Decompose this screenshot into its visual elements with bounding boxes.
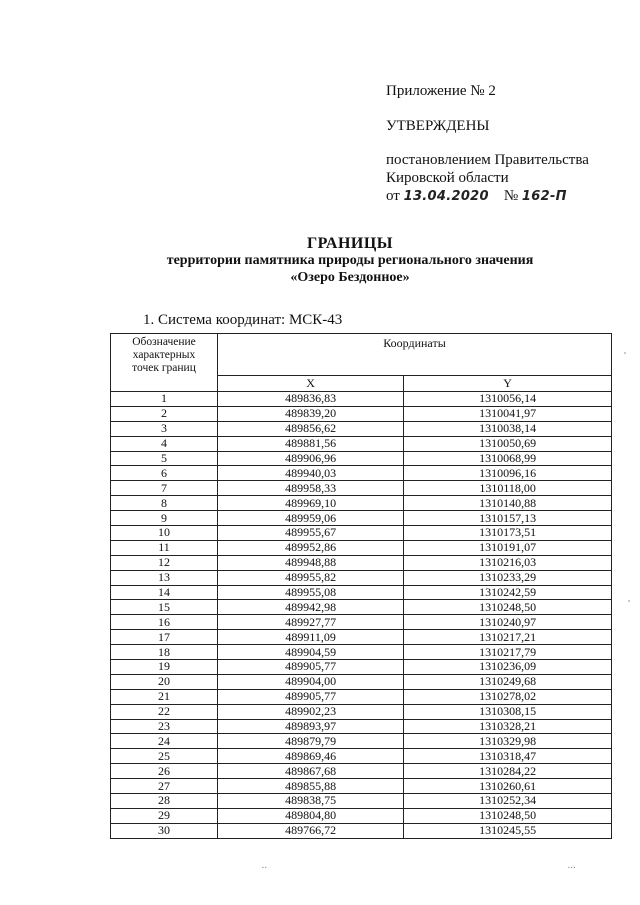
y-coordinate-cell: 1310191,07: [404, 540, 612, 555]
table-row: [111, 615, 612, 630]
point-number-cell: 29: [111, 808, 218, 823]
x-coordinate-cell: 489952,86: [218, 540, 404, 555]
decree-date-line: [386, 187, 567, 206]
point-number-cell: 6: [111, 466, 218, 481]
point-number-cell: 23: [111, 719, 218, 734]
point-number-cell: 26: [111, 764, 218, 779]
header-designation-line-1: Обозначение: [132, 336, 196, 348]
table-row: [111, 764, 612, 779]
document-subtitle-2: «Озеро Бездонное»: [290, 270, 410, 285]
document-subtitle-1: территории памятника природы регионального значения: [166, 253, 534, 268]
table-row: [111, 481, 612, 496]
y-coordinate-cell: 1310233,29: [404, 570, 612, 585]
scan-speck: [628, 600, 630, 602]
decree-text: [386, 151, 589, 187]
y-coordinate-cell: 1310068,99: [404, 451, 612, 466]
table-row: [111, 734, 612, 749]
scan-mark: ▪▪: [262, 866, 268, 871]
table-row: [111, 823, 612, 838]
document-title: ГРАНИЦЫ: [306, 235, 393, 252]
table-row: [111, 526, 612, 541]
appendix-label: Приложение № 2: [386, 83, 496, 99]
y-coordinate-cell: 1310245,55: [404, 823, 612, 838]
date-prefix: от: [386, 188, 400, 204]
x-coordinate-cell: 489856,62: [218, 421, 404, 436]
point-number-cell: 27: [111, 779, 218, 794]
table-row: [111, 451, 612, 466]
y-coordinate-cell: 1310096,16: [404, 466, 612, 481]
decree-line-2: Кировской области: [386, 170, 509, 186]
header-x: X: [218, 375, 404, 391]
point-number-cell: 17: [111, 630, 218, 645]
x-coordinate-cell: 489904,00: [218, 674, 404, 689]
x-coordinate-cell: 489958,33: [218, 481, 404, 496]
table-row: [111, 406, 612, 421]
point-number-cell: 9: [111, 511, 218, 526]
x-coordinate-cell: 489948,88: [218, 555, 404, 570]
point-number-cell: 10: [111, 526, 218, 541]
point-number-cell: 8: [111, 496, 218, 511]
point-number-cell: 15: [111, 600, 218, 615]
table-row: [111, 392, 612, 407]
point-number-cell: 19: [111, 660, 218, 675]
table-row: [111, 600, 612, 615]
x-coordinate-cell: 489955,08: [218, 585, 404, 600]
approved-label: УТВЕРЖДЕНЫ: [386, 118, 490, 134]
x-coordinate-cell: 489955,82: [218, 570, 404, 585]
handwritten-number: 162-П: [521, 189, 567, 204]
table-row: [111, 674, 612, 689]
y-coordinate-cell: 1310217,79: [404, 645, 612, 660]
x-coordinate-cell: 489893,97: [218, 719, 404, 734]
y-coordinate-cell: 1310328,21: [404, 719, 612, 734]
y-coordinate-cell: 1310260,61: [404, 779, 612, 794]
y-coordinate-cell: 1310248,50: [404, 600, 612, 615]
point-number-cell: 18: [111, 645, 218, 660]
x-coordinate-cell: 489869,46: [218, 749, 404, 764]
y-coordinate-cell: 1310318,47: [404, 749, 612, 764]
header-designation: [111, 334, 218, 392]
y-coordinate-cell: 1310308,15: [404, 704, 612, 719]
point-number-cell: 14: [111, 585, 218, 600]
table-row: [111, 466, 612, 481]
table-row: [111, 645, 612, 660]
point-number-cell: 11: [111, 540, 218, 555]
table-row: [111, 660, 612, 675]
header-y: Y: [404, 375, 612, 391]
point-number-cell: 28: [111, 794, 218, 809]
y-coordinate-cell: 1310216,03: [404, 555, 612, 570]
y-coordinate-cell: 1310050,69: [404, 436, 612, 451]
point-number-cell: 13: [111, 570, 218, 585]
point-number-cell: 2: [111, 406, 218, 421]
point-number-cell: 7: [111, 481, 218, 496]
table-row: [111, 630, 612, 645]
y-coordinate-cell: 1310217,21: [404, 630, 612, 645]
x-coordinate-cell: 489839,20: [218, 406, 404, 421]
x-coordinate-cell: 489855,88: [218, 779, 404, 794]
y-coordinate-cell: 1310249,68: [404, 674, 612, 689]
x-coordinate-cell: 489902,23: [218, 704, 404, 719]
table-row: [111, 511, 612, 526]
y-coordinate-cell: 1310284,22: [404, 764, 612, 779]
x-coordinate-cell: 489927,77: [218, 615, 404, 630]
x-coordinate-cell: 489911,09: [218, 630, 404, 645]
handwritten-date: 13.04.2020: [403, 189, 489, 204]
x-coordinate-cell: 489904,59: [218, 645, 404, 660]
x-coordinate-cell: 489766,72: [218, 823, 404, 838]
x-coordinate-cell: 489881,56: [218, 436, 404, 451]
table-row: [111, 436, 612, 451]
table-row: [111, 421, 612, 436]
table-row: [111, 555, 612, 570]
x-coordinate-cell: 489959,06: [218, 511, 404, 526]
table-row: [111, 540, 612, 555]
table-row: [111, 794, 612, 809]
point-number-cell: 3: [111, 421, 218, 436]
y-coordinate-cell: 1310278,02: [404, 689, 612, 704]
y-coordinate-cell: 1310252,34: [404, 794, 612, 809]
y-coordinate-cell: 1310038,14: [404, 421, 612, 436]
x-coordinate-cell: 489838,75: [218, 794, 404, 809]
header-designation-line-2: характерных: [132, 349, 196, 361]
point-number-cell: 1: [111, 392, 218, 407]
point-number-cell: 24: [111, 734, 218, 749]
y-coordinate-cell: 1310041,97: [404, 406, 612, 421]
table-row: [111, 779, 612, 794]
header-designation-line-3: точек границ: [132, 362, 196, 374]
y-coordinate-cell: 1310140,88: [404, 496, 612, 511]
x-coordinate-cell: 489867,68: [218, 764, 404, 779]
scan-mark: ▪▪▪: [568, 866, 577, 871]
point-number-cell: 20: [111, 674, 218, 689]
table-row: [111, 496, 612, 511]
x-coordinate-cell: 489879,79: [218, 734, 404, 749]
number-prefix: №: [503, 188, 519, 204]
x-coordinate-cell: 489955,67: [218, 526, 404, 541]
point-number-cell: 30: [111, 823, 218, 838]
table-row: [111, 749, 612, 764]
y-coordinate-cell: 1310118,00: [404, 481, 612, 496]
table-row: [111, 689, 612, 704]
x-coordinate-cell: 489906,96: [218, 451, 404, 466]
x-coordinate-cell: 489942,98: [218, 600, 404, 615]
coordinate-system-label: 1. Система координат: МСК-43: [143, 312, 343, 328]
table-row: [111, 719, 612, 734]
y-coordinate-cell: 1310236,09: [404, 660, 612, 675]
x-coordinate-cell: 489905,77: [218, 689, 404, 704]
header-coordinates: Координаты: [218, 334, 612, 376]
point-number-cell: 21: [111, 689, 218, 704]
point-number-cell: 22: [111, 704, 218, 719]
x-coordinate-cell: 489804,80: [218, 808, 404, 823]
scan-speck: [624, 352, 626, 354]
point-number-cell: 5: [111, 451, 218, 466]
y-coordinate-cell: 1310248,50: [404, 808, 612, 823]
point-number-cell: 12: [111, 555, 218, 570]
y-coordinate-cell: 1310157,13: [404, 511, 612, 526]
x-coordinate-cell: 489969,10: [218, 496, 404, 511]
point-number-cell: 4: [111, 436, 218, 451]
coordinates-table: [110, 333, 612, 839]
x-coordinate-cell: 489836,83: [218, 392, 404, 407]
y-coordinate-cell: 1310329,98: [404, 734, 612, 749]
table-body: [111, 392, 612, 839]
point-number-cell: 25: [111, 749, 218, 764]
x-coordinate-cell: 489940,03: [218, 466, 404, 481]
x-coordinate-cell: 489905,77: [218, 660, 404, 675]
table-row: [111, 585, 612, 600]
table-row: [111, 808, 612, 823]
y-coordinate-cell: 1310173,51: [404, 526, 612, 541]
y-coordinate-cell: 1310240,97: [404, 615, 612, 630]
table-row: [111, 704, 612, 719]
y-coordinate-cell: 1310242,59: [404, 585, 612, 600]
decree-line-1: постановлением Правительства: [386, 152, 589, 168]
point-number-cell: 16: [111, 615, 218, 630]
table-row: [111, 570, 612, 585]
y-coordinate-cell: 1310056,14: [404, 392, 612, 407]
